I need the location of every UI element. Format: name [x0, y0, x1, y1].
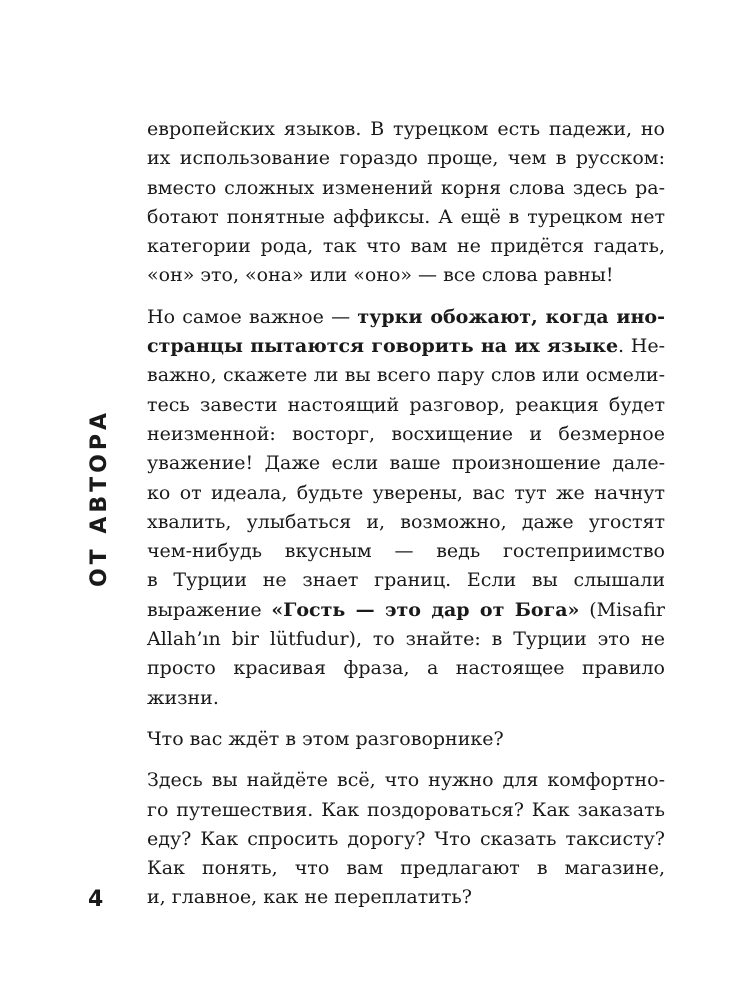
- page-number: 4: [88, 887, 104, 912]
- text-run: хвалить, улыбаться и, возможно, даже угостят: [147, 510, 665, 533]
- text-line: [147, 766, 665, 795]
- text-run: вместо сложных изменений корня слова здесь ра-: [147, 176, 665, 199]
- text-line: [147, 449, 665, 478]
- text-line: [147, 508, 665, 537]
- paragraph: [147, 725, 665, 754]
- text-line: [147, 854, 665, 883]
- text-line: [147, 203, 665, 232]
- text-line: [147, 596, 665, 625]
- text-run: неизменной: восторг, восхищение и безмерное: [147, 422, 665, 445]
- text-run: выражение: [147, 598, 272, 621]
- text-run: ботают понятные аффиксы. А ещё в турецком нет: [147, 205, 665, 228]
- text-line: [147, 261, 665, 290]
- text-line: [147, 391, 665, 420]
- text-run: «он» это, «она» или «оно» — все слова равны!: [147, 264, 614, 287]
- page-body: [147, 115, 665, 925]
- text-run: Allah’ın bir lütfudur), то знайте: в Турции это не: [147, 628, 665, 651]
- text-run: еду? Как спросить дорогу? Что сказать таксисту?: [147, 827, 665, 850]
- text-line: [147, 332, 665, 361]
- text-line: [147, 654, 665, 683]
- text-run: Как понять, что вам предлагают в магазине,: [147, 857, 665, 880]
- text-run: просто красивая фраза, а настоящее правило: [147, 657, 665, 680]
- section-running-head: ОТ АВТОРА: [87, 408, 112, 588]
- text-line: [147, 566, 665, 595]
- text-run: . Не-: [618, 335, 666, 358]
- text-run: Здесь вы найдёте всё, что нужно для комфортно-: [147, 769, 665, 792]
- text-line: [147, 144, 665, 173]
- text-run: важно, скажете ли вы всего пару слов или осмели-: [147, 364, 665, 387]
- text-line: [147, 232, 665, 261]
- text-line: [147, 479, 665, 508]
- text-line: [147, 361, 665, 390]
- text-line: [147, 174, 665, 203]
- text-run: категории рода, так что вам не придётся гадать,: [147, 235, 665, 258]
- text-line: [147, 303, 665, 332]
- paragraph: [147, 115, 665, 291]
- paragraph: [147, 303, 665, 713]
- text-line: [147, 796, 665, 825]
- text-run: уважение! Даже если ваше произношение дале-: [147, 452, 665, 475]
- text-run: (Misafir: [579, 598, 665, 621]
- text-run: европейских языков. В турецком есть падежи, но: [147, 118, 665, 140]
- text-run: и, главное, как не переплатить?: [147, 886, 472, 909]
- text-line: [147, 725, 665, 754]
- text-run: их использование гораздо проще, чем в русском:: [147, 147, 665, 170]
- text-run: ко от идеала, будьте уверены, вас тут же начнут: [147, 481, 665, 504]
- text-run: чем-нибудь вкусным — ведь гостеприимство: [147, 540, 665, 563]
- text-run: тесь завести настоящий разговор, реакция будет: [147, 393, 665, 416]
- bold-text: «Гость — это дар от Бога»: [271, 598, 580, 621]
- text-run: жизни.: [147, 686, 219, 709]
- bold-text: турки обожают, когда ино-: [357, 305, 665, 328]
- bold-text: странцы пытаются говорить на их языке: [147, 335, 619, 358]
- text-line: [147, 625, 665, 654]
- text-line: [147, 825, 665, 854]
- text-line: [147, 684, 665, 713]
- text-run: Но самое важное —: [147, 305, 358, 328]
- text-line: [147, 115, 665, 144]
- text-line: [147, 883, 665, 912]
- text-run: Что вас ждёт в этом разговорнике?: [147, 727, 504, 750]
- paragraph: [147, 766, 665, 912]
- text-line: [147, 420, 665, 449]
- text-run: го путешествия. Как поздороваться? Как заказать: [147, 798, 665, 821]
- text-run: в Турции не знает границ. Если вы слышали: [147, 569, 665, 592]
- text-line: [147, 537, 665, 566]
